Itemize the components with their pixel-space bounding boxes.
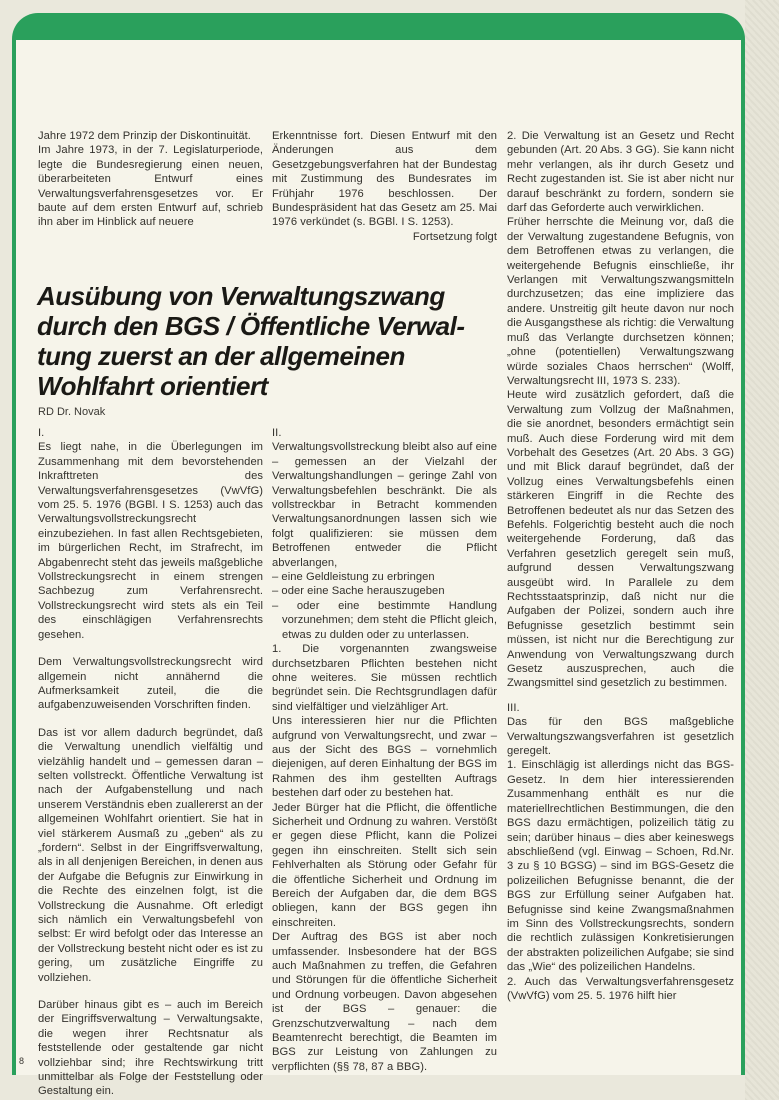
paragraph: Uns interessieren hier nur die Pflichten aufgrund von Verwaltungsrecht, und zwar – aus der Sicht des BGS – vornehmlich diejenigen, auf deren Einhaltung der BGS im Rahmen des ihm gestellten Auftrags bestehen darf oder zu bestehen hat.: [272, 715, 497, 800]
list-item: – oder eine Sache herauszugeben: [272, 585, 445, 598]
paragraph: Jahre 1972 dem Prinzip der Diskontinuität.: [38, 130, 251, 142]
article-title-line: durch den BGS / Öffentliche Verwal-: [37, 311, 465, 341]
article-column-2: [272, 426, 497, 1074]
article-byline: RD Dr. Novak: [38, 406, 106, 418]
paragraph: Das für den BGS maßgebliche Verwaltungszwangsverfahren ist gesetzlich geregelt.: [507, 716, 734, 758]
paragraph: Früher herrschte die Meinung vor, daß die der Verwaltung zugestandene Befugnis, von dem Betroffenen etwas zu verlangen, die weitergehende Befugnis einschließe, ihr Verlangen mit Verwaltungszwangsmitteln durchzusetzen; das eine impliziere das andere. Unstreitig gilt heute davon nur noch die Ausgangsthese als richtig: die Verwaltung muß das Verlangte durchsetzen können; „ohne (potentiellen) Verwaltungszwang würde soziales Chaos herrschen“ (Wolff, Verwaltungsrecht III, 1973 S. 233).: [507, 216, 734, 387]
continuation-column-2: [272, 129, 497, 244]
paragraph: Erkenntnisse fort. Diesen Entwurf mit den Änderungen aus dem Gesetzgebungsverfahren hat der Bundestag mit Zustimmung des Bundesrates im Frühjahr 1976 beschlossen. Der Bundespräsident hat das Gesetz am 25. Mai 1976 verkündet (s. BGBl. I S. 1253).: [272, 130, 497, 229]
paragraph: Dem Verwaltungsvollstreckungsrecht wird allgemein nicht annähernd die Aufmerksamkeit zuteil, die die aufgabenzuweisenden Vorschriften finden.: [38, 656, 263, 712]
article-column-3: [507, 129, 734, 1003]
page-number: 8: [19, 1056, 25, 1066]
article-column-1: [38, 426, 263, 1099]
paragraph: Verwaltungsvollstreckung bleibt also auf eine – gemessen an der Vielzahl der Verwaltungshandlungen – geringe Zahl von Verwaltungsbefehlen beschränkt. Die als vollstreckbar in Betracht kommenden Verwaltungsanordnungen lassen sich wie folgt qualifizieren: sie müssen dem Betroffenen entweder die Pflicht abverlangen,: [272, 441, 497, 569]
paragraph: Es liegt nahe, in die Überlegungen im Zusammenhang mit dem bevorstehenden Inkrafttreten des Verwaltungsverfahrensgesetzes (VwVfG) vom 25. 5. 1976 (BGBl. I S. 1253) auch das Verwaltungsvollstreckungsrecht einzubeziehen. In fast allen Rechtsgebieten, im bürgerlichen Recht, im Strafrecht, im Abgabenrecht steht das jeweils maßgebliche Vollstreckungsrecht in einem strengen Sachbezug zum Verfahrensrecht. Vollstreckungsrecht wird stets als ein Teil des einschlägigen Verfahrensrechts gesehen.: [38, 441, 263, 641]
paragraph: Heute wird zusätzlich gefordert, daß die Verwaltung zum Vollzug der Maßnahmen, die sie anordnet, besonders ermächtigt sein muß. Auch diese Forderung wird mit dem Vorbehalt des Gesetzes (Art. 20 Abs. 3 GG) und mit Blick darauf begründet, daß der Vollzug eines Verwaltungsbefehls einen stärkeren Eingriff in die Rechte des Betroffenen bedeutet als nur das Setzen des Befehls. Folgerichtig besteht auch die noch weitergehende Forderung, daß das Verfahren gesetzlich geregelt sein muß, aufgrund dessen Verwaltungszwang ausgeübt wird. In Parallele zu dem Rechtsstaatsprinzip, daß nicht nur die Aufgaben der Polizei, sondern auch ihre Befugnisse gesetzlich bestimmt sein müssen, ist nicht nur die Berechtigung zur Anwendung von Verwaltungszwang durch Gesetz auszusprechen, auch die Zwangsmittel sind gesetzlich zu bestimmen.: [507, 389, 734, 690]
paragraph: 1. Die vorgenannten zwangsweise durchsetzbaren Pflichten bestehen nicht ohne weiteres. Sie müssen rechtlich begründet sein. Die Rechtsgrundlagen dafür sind vielfältiger und vielzähliger Art.: [272, 643, 497, 713]
section-label-one: I.: [38, 427, 45, 439]
paragraph: Jeder Bürger hat die Pflicht, die öffentliche Sicherheit und Ordnung zu wahren. Verstößt er gegen diese Pflicht, kann die Polizei gegen ihn einschreiten. Stellt sich sein Fehlverhalten als Störung oder Gefahr für die öffentliche Sicherheit und Ordnung im Bereich der Aufgaben dar, die dem BGS obliegen, kann der BGS gegen ihn einschreiten.: [272, 801, 497, 929]
paragraph: 1. Einschlägig ist allerdings nicht das BGS-Gesetz. In dem hier interessierenden Zusammenhang enthält es nur die materiellrechtlichen Bestimmungen, die den BGS dazu ermächtigen, polizeilich tätig zu sein; darüber hinaus – dies aber keineswegs abschließend (vgl. Einwag – Schoen, Rd.Nr. 3 zu § 10 BGSG) – sind im BGS-Gesetz die polizeilichen Befugnisse benannt, die der BGS zur Erfüllung seiner Aufgaben hat. Befugnisse sind keine Zwangsmaßnahmen im Sinn des Vollstreckungsrechts, sondern die rechtlich zulässigen Konkretisierungen der abstrakten polizeilichen Aufgabe; sie sind das „Wie“ des polizeilichen Handelns.: [507, 759, 734, 974]
article-title-line: tung zuerst an der allgemeinen: [37, 341, 405, 371]
paragraph: 2. Die Verwaltung ist an Gesetz und Recht gebunden (Art. 20 Abs. 3 GG). Sie kann nicht mehr verlangen, als ihr durch Gesetz und Recht zugestanden ist. Sie ist aber nicht nur darauf beschränkt zu fordern, sondern sie darf das Geforderte auch verwirklichen.: [507, 130, 734, 215]
article-title: [37, 281, 519, 401]
continuation-column-1: [38, 129, 263, 230]
article-title-line: Ausübung von Verwaltungszwang: [37, 281, 445, 311]
list-item: – eine Geldleistung zu erbringen: [272, 571, 435, 584]
section-label-two: II.: [272, 427, 282, 439]
paragraph: Darüber hinaus gibt es – auch im Bereich der Eingriffsverwaltung – Verwaltungsakte, die wegen ihrer Rechtsnatur als feststellende oder gestaltende gar nicht vollziehbar sind; ihre Rechtswirkung tritt unmittelbar als Folge der Feststellung oder Gestaltung ein.: [38, 999, 263, 1098]
section-label-three: III.: [507, 701, 520, 714]
list-item: – oder eine bestimmte Handlung vorzunehmen; dem steht die Pflicht gleich, etwas zu dulden oder zu unterlassen.: [272, 599, 497, 641]
paragraph: Das ist vor allem dadurch begründet, daß die Verwaltung unendlich vielfältig und vielzählig handelt und – gemessen daran – selten vollstreckt. Öffentliche Verwaltung ist nach der Aufgabenstellung und nach unserem Verständnis eben zuallererst an der allgemeinen Wohlfahrt orientiert. Sie hat in viel stärkerem Ausmaß zu „geben“ als zu „fordern“. Selbst in der Eingriffsverwaltung, als in all denjenigen Bereichen, in denen aus der Aufgabe die Befugnis zur Einwirkung in die Rechte des einzelnen folgt, ist die Vollstreckung die Ausnahme. Oft erledigt sich nämlich ein Verwaltungsbefehl von selbst: Er wird befolgt oder das Interesse an der Vollstreckung besteht nicht oder es ist zu gering, um zusätzliche Eingriffe zu vollziehen.: [38, 726, 263, 984]
paragraph: Der Auftrag des BGS ist aber noch umfassender. Insbesondere hat der BGS auch Maßnahmen zu treffen, die Gefahren und Störungen für die öffentliche Sicherheit und Ordnung vorbeugen. Davon abgesehen ist der BGS – genauer: die Grenzschutzverwaltung – nach dem Beamtenrecht berechtigt, die Beamten im BGS zur Leistung von Zahlungen zu verpflichten (§§ 78, 87 a BBG).: [272, 931, 497, 1073]
article-title-line: Wohlfahrt orientiert: [37, 371, 268, 401]
paragraph: 2. Auch das Verwaltungsverfahrensgesetz (VwVfG) vom 25. 5. 1976 hilft hier: [507, 975, 734, 1002]
continuation-note: Fortsetzung folgt: [412, 230, 497, 243]
paragraph: Im Jahre 1973, in der 7. Legislaturperiode, legte die Bundesregierung einen neuen, überarbeiteten Entwurf eines Verwaltungsverfahrensgesetzes vor. Er baute auf dem ersten Entwurf auf, schrieb ihn aber im Hinblick auf neuere: [38, 144, 263, 229]
